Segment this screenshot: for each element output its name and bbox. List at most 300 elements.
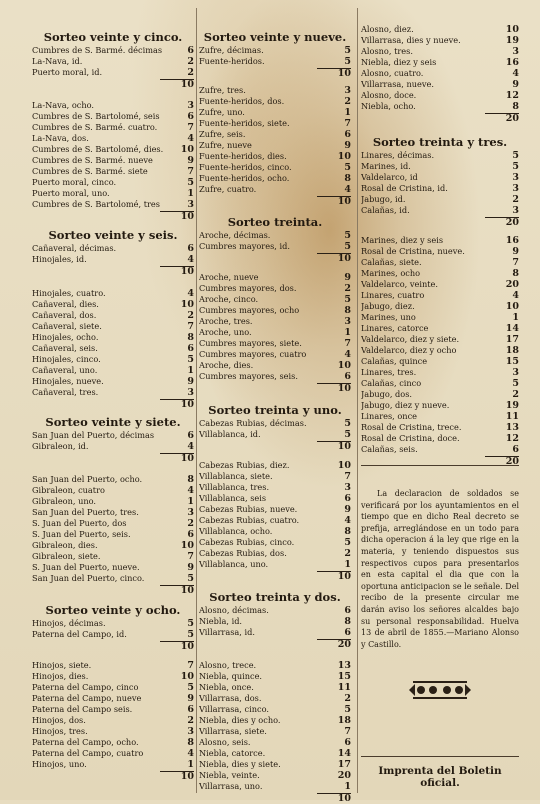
entry-name: Jabugo, id. (361, 194, 406, 204)
entry-row (199, 118, 351, 129)
entry-row (361, 345, 519, 356)
subtotal-row (199, 196, 351, 207)
entry-value: 7 (187, 122, 194, 133)
entry-value: 3 (512, 367, 519, 378)
entry-row (199, 184, 351, 195)
entry-value: 8 (344, 526, 351, 537)
entry-row (199, 715, 351, 726)
entry-name: Niebla, ocho. (361, 101, 416, 111)
entry-row (32, 122, 194, 133)
entry-row (199, 129, 351, 140)
entry-name: Hinojos, dos. (32, 715, 86, 725)
entry-value: 7 (512, 257, 519, 268)
subtotal-value: 20 (337, 639, 351, 650)
entry-value: 8 (344, 616, 351, 627)
subtotal-row (32, 641, 194, 652)
notice-paragraph: La declaracion de soldados se verificará por los ayuntamientos en el tiempo que en dicho Real decreto se prefija, arreglándose en un todo para dicha operacion á la ley que rige en la materia, y teniendo dispuestos sus respectivos cupos para presentarlos en esta capital el dia que con la oportuna anticipacion se le señale. Del recibo de la presente circular me darán aviso los señores alcaldes bajo su personal responsabilidad. Huelva 13 de abril de 1855.—Mariano Alonso y Castillo. (361, 489, 519, 649)
entry-name: Alosno, trece. (199, 660, 257, 670)
entry-value: 6 (344, 371, 351, 382)
entry-row (199, 327, 351, 338)
entry-value: 2 (187, 67, 194, 78)
entry-value: 7 (187, 321, 194, 332)
entry-row (199, 781, 351, 792)
entry-name: Calañas, id. (361, 205, 410, 215)
entry-value: 17 (337, 759, 351, 770)
sorteo-title: Sorteo veinte y nueve. (203, 30, 347, 44)
entry-value: 4 (187, 485, 194, 496)
entry-row (32, 573, 194, 584)
entry-value: 1 (344, 107, 351, 118)
entry-value: 5 (187, 682, 194, 693)
entry-name: Paterna del Campo, id. (32, 629, 127, 639)
entry-value: 6 (187, 704, 194, 715)
entry-value: 7 (187, 551, 194, 562)
entry-value: 5 (187, 573, 194, 584)
entry-value: 2 (187, 518, 194, 529)
entry-name: Cañaveral, seis. (32, 343, 98, 353)
entry-name: Cabezas Rubias, cinco. (199, 537, 295, 547)
entry-value: 14 (505, 323, 519, 334)
entry-row (32, 540, 194, 551)
sorteo-title: Sorteo treinta y uno. (208, 403, 342, 417)
entry-value: 2 (344, 548, 351, 559)
entry-name: Zufre, décimas. (199, 45, 264, 55)
entry-row (361, 24, 519, 35)
entry-row (199, 360, 351, 371)
subtotal-row (361, 217, 519, 228)
entry-value: 4 (512, 290, 519, 301)
entry-value: 3 (512, 172, 519, 183)
entry-name: Villarrasa, dos. (199, 693, 262, 703)
entry-row (199, 660, 351, 671)
entry-value: 6 (344, 493, 351, 504)
entry-value: 10 (180, 144, 194, 155)
entry-value: 5 (187, 354, 194, 365)
sorteo-title: Sorteo treinta y tres. (372, 135, 508, 149)
entry-name: Cañaveral, tres. (32, 387, 99, 397)
entry-name: Hinojos, décimas. (32, 618, 106, 628)
entry-row (32, 387, 194, 398)
entry-row (361, 301, 519, 312)
entry-value: 1 (344, 559, 351, 570)
entry-name: Calañas, quince (361, 356, 428, 366)
entry-name: Zufre, seis. (199, 129, 246, 139)
entry-value: 5 (344, 429, 351, 440)
entry-row (32, 529, 194, 540)
entry-name: Zufre, tres. (199, 85, 246, 95)
decorative-vignette-icon (361, 675, 519, 705)
entry-row (361, 194, 519, 205)
entry-name: Cañaveral, dies. (32, 299, 99, 309)
entry-value: 7 (187, 166, 194, 177)
entry-row (32, 133, 194, 144)
entry-value: 2 (187, 56, 194, 67)
subtotal-row (32, 453, 194, 464)
entry-name: Cumbres mayores, cuatro (199, 349, 307, 359)
entry-name: Niebla, id. (199, 616, 243, 626)
entry-row (32, 67, 194, 78)
entry-name: Paterna del Campo, cuatro (32, 748, 144, 758)
entry-value: 2 (187, 715, 194, 726)
entry-row (32, 748, 194, 759)
entry-name: Valdelarco, diez y ocho (361, 345, 457, 355)
entry-value: 3 (512, 183, 519, 194)
subtotal-value: 10 (337, 441, 351, 452)
entry-row (32, 507, 194, 518)
entry-row (361, 79, 519, 90)
entry-name: Cañaveral, dos. (32, 310, 97, 320)
entry-row (199, 548, 351, 559)
subtotal-value: 10 (337, 253, 351, 264)
entry-name: Fuente-heridos, cinco. (199, 162, 292, 172)
entry-name: Aroche, décimas. (199, 230, 271, 240)
entry-value: 5 (187, 618, 194, 629)
subtotal-value: 10 (180, 399, 194, 410)
entry-value: 8 (344, 173, 351, 184)
subtotal-value: 20 (505, 113, 519, 124)
entry-row (199, 559, 351, 570)
entry-row (361, 312, 519, 323)
entry-row (32, 365, 194, 376)
subtotal-row (199, 383, 351, 394)
subtotal-value: 20 (505, 217, 519, 228)
entry-name: Cabezas Rubias, diez. (199, 460, 290, 470)
entry-row (32, 111, 194, 122)
entry-row (199, 418, 351, 429)
entry-name: Calañas, cinco (361, 378, 422, 388)
entry-value: 5 (512, 378, 519, 389)
entry-name: Linares, tres. (361, 367, 417, 377)
entry-name: Zufre, nueve (199, 140, 252, 150)
entry-name: Cumbres mayores, siete. (199, 338, 302, 348)
entry-row (361, 35, 519, 46)
entry-name: Villablanca, uno. (199, 559, 269, 569)
entry-row (32, 354, 194, 365)
entry-value: 3 (187, 199, 194, 210)
entry-value: 3 (344, 85, 351, 96)
entry-name: Puerto moral, uno. (32, 188, 110, 198)
entry-row (32, 671, 194, 682)
subtotal-value: 10 (337, 571, 351, 582)
entry-name: Villarrasa, uno. (199, 781, 263, 791)
entry-value: 4 (187, 288, 194, 299)
entry-row (361, 68, 519, 79)
entry-name: Fuente-heridos, dies. (199, 151, 287, 161)
subtotal-row (199, 639, 351, 650)
column-divider (196, 8, 197, 793)
entry-row (32, 551, 194, 562)
entry-row (32, 155, 194, 166)
entry-name: Fuente-heridos, ocho. (199, 173, 290, 183)
subtotal-row (32, 399, 194, 410)
entry-name: Valdelarco, diez y siete. (361, 334, 460, 344)
entry-row (199, 759, 351, 770)
subtotal-row (32, 79, 194, 90)
entry-value: 3 (344, 482, 351, 493)
subtotal-row (361, 456, 519, 467)
entry-row (199, 338, 351, 349)
entry-row (199, 241, 351, 252)
entry-value: 18 (337, 715, 351, 726)
entry-row (361, 400, 519, 411)
entry-row (199, 726, 351, 737)
subtotal-value: 10 (180, 641, 194, 652)
entry-value: 5 (187, 629, 194, 640)
entry-value: 1 (187, 759, 194, 770)
entry-value: 4 (344, 349, 351, 360)
entry-name: Rosal de Cristina, nueve. (361, 246, 465, 256)
entry-row (361, 101, 519, 112)
entry-name: Gibraleon, cuatro (32, 485, 105, 495)
entry-value: 12 (505, 433, 519, 444)
entry-value: 10 (180, 540, 194, 551)
entry-name: La-Nava, id. (32, 56, 83, 66)
entry-value: 12 (505, 90, 519, 101)
entry-value: 6 (344, 627, 351, 638)
entry-row (361, 246, 519, 257)
entry-name: La-Nava, dos. (32, 133, 89, 143)
entry-name: Cumbres de S. Bartolomé, tres (32, 199, 160, 209)
subtotal-value: 10 (337, 793, 351, 804)
entry-value: 6 (187, 529, 194, 540)
entry-name: Aroche, tres. (199, 316, 253, 326)
entry-value: 9 (187, 155, 194, 166)
entry-name: Puerto moral, id. (32, 67, 103, 77)
entry-name: Marines, diez y seis (361, 235, 444, 245)
subtotal-row (32, 771, 194, 782)
entry-name: Villarrasa, cinco. (199, 704, 269, 714)
entry-name: Niebla, dies y siete. (199, 759, 281, 769)
entry-name: Calañas, seis. (361, 444, 418, 454)
entry-name: Hinojales, nueve. (32, 376, 104, 386)
entry-value: 16 (505, 57, 519, 68)
entry-name: Gibraleon, siete. (32, 551, 101, 561)
entry-name: Hinojales, id. (32, 254, 87, 264)
entry-row (32, 188, 194, 199)
entry-name: Cabezas Rubias, décimas. (199, 418, 307, 428)
entry-value: 19 (505, 400, 519, 411)
entry-value: 6 (187, 343, 194, 354)
entry-value: 9 (187, 562, 194, 573)
entry-name: S. Juan del Puerto, nueve. (32, 562, 140, 572)
entry-name: Alosno, doce. (361, 90, 417, 100)
entry-value: 4 (512, 68, 519, 79)
subtotal-row (199, 253, 351, 264)
entry-value: 5 (344, 45, 351, 56)
entry-value: 5 (344, 294, 351, 305)
entry-value: 10 (337, 151, 351, 162)
entry-value: 13 (337, 660, 351, 671)
entry-value: 1 (187, 188, 194, 199)
entry-name: Cañaveral, siete. (32, 321, 102, 331)
entry-name: Calañas, siete. (361, 257, 422, 267)
entry-value: 8 (344, 305, 351, 316)
entry-row (32, 243, 194, 254)
entry-value: 7 (344, 118, 351, 129)
entry-value: 15 (337, 671, 351, 682)
entry-value: 10 (505, 301, 519, 312)
subtotal-row (199, 793, 351, 804)
entry-value: 9 (344, 504, 351, 515)
entry-row (361, 268, 519, 279)
entry-name: Rosal de Cristina, doce. (361, 433, 460, 443)
entry-value: 19 (505, 35, 519, 46)
entry-row (32, 254, 194, 265)
entry-name: Villablanca, tres. (199, 482, 270, 492)
entry-row (199, 305, 351, 316)
entry-value: 6 (187, 430, 194, 441)
entry-row (361, 183, 519, 194)
entry-name: Paterna del Campo, ocho. (32, 737, 139, 747)
entry-row (32, 737, 194, 748)
entry-name: Hinojales, ocho. (32, 332, 99, 342)
entry-value: 1 (512, 312, 519, 323)
entry-name: Fuente-heridos, siete. (199, 118, 290, 128)
entry-value: 5 (344, 162, 351, 173)
entry-name: Marines, uno (361, 312, 416, 322)
entry-row (32, 726, 194, 737)
entry-row (32, 45, 194, 56)
entry-row (199, 526, 351, 537)
entry-value: 18 (505, 345, 519, 356)
entry-name: Puerto moral, cinco. (32, 177, 117, 187)
entry-row (199, 173, 351, 184)
entry-value: 7 (344, 726, 351, 737)
entry-name: Cabezas Rubias, dos. (199, 548, 287, 558)
entry-name: Aroche, nueve (199, 272, 259, 282)
entry-row (32, 496, 194, 507)
entry-row (199, 107, 351, 118)
entry-row (32, 100, 194, 111)
entry-row (361, 378, 519, 389)
entry-name: Villablanca, seis (199, 493, 267, 503)
entry-name: Niebla, diez y seis (361, 57, 437, 67)
entry-row (361, 356, 519, 367)
entry-row (199, 85, 351, 96)
entry-row (32, 629, 194, 640)
entry-name: Paterna del Campo seis. (32, 704, 133, 714)
separator-rule (361, 756, 519, 757)
entry-row (361, 444, 519, 455)
entry-value: 5 (344, 241, 351, 252)
entry-name: Villablanca, siete. (199, 471, 273, 481)
entry-value: 5 (344, 56, 351, 67)
entry-value: 5 (344, 704, 351, 715)
entry-name: Gibraleon, dies. (32, 540, 98, 550)
entry-name: Gibraleon, id. (32, 441, 89, 451)
entry-value: 6 (187, 243, 194, 254)
entry-value: 6 (344, 605, 351, 616)
entry-row (199, 349, 351, 360)
entry-value: 1 (344, 327, 351, 338)
entry-value: 4 (187, 254, 194, 265)
entry-name: Cumbres mayores, seis. (199, 371, 298, 381)
entry-name: Jabugo, diez y nueve. (361, 400, 450, 410)
entry-row (199, 316, 351, 327)
entry-value: 6 (187, 45, 194, 56)
entry-value: 20 (337, 770, 351, 781)
entry-value: 10 (337, 460, 351, 471)
entry-value: 11 (505, 411, 519, 422)
entry-name: Cabezas Rubias, nueve. (199, 504, 298, 514)
entry-value: 8 (512, 268, 519, 279)
entry-value: 15 (505, 356, 519, 367)
entry-row (361, 323, 519, 334)
entry-row (199, 471, 351, 482)
entry-value: 10 (180, 299, 194, 310)
entry-row (32, 310, 194, 321)
subtotal-value: 10 (180, 79, 194, 90)
sorteo-title: Sorteo veinte y cinco. (43, 30, 183, 44)
entry-name: Marines, ocho (361, 268, 421, 278)
entry-row (361, 279, 519, 290)
entry-row (32, 166, 194, 177)
entry-row (361, 367, 519, 378)
entry-row (32, 144, 194, 155)
entry-value: 6 (344, 129, 351, 140)
entry-row (32, 199, 194, 210)
entry-value: 4 (187, 133, 194, 144)
entry-value: 6 (512, 444, 519, 455)
subtotal-value: 10 (180, 771, 194, 782)
subtotal-row (199, 571, 351, 582)
entry-row (199, 515, 351, 526)
entry-row (361, 334, 519, 345)
entry-name: Aroche, uno. (199, 327, 252, 337)
entry-name: Alosno, tres. (361, 46, 413, 56)
entry-row (32, 660, 194, 671)
entry-row (199, 283, 351, 294)
entry-row (199, 460, 351, 471)
entry-value: 1 (187, 365, 194, 376)
entry-name: Cumbres mayores, ocho (199, 305, 300, 315)
entry-name: Hinojos, siete. (32, 660, 92, 670)
entry-name: Niebla, catorce. (199, 748, 266, 758)
subtotal-value: 10 (337, 383, 351, 394)
entry-name: Cumbres de S. Barmé. siete (32, 166, 148, 176)
entry-name: Valdelarco, id (361, 172, 418, 182)
entry-row (199, 96, 351, 107)
entry-row (32, 474, 194, 485)
entry-value: 1 (187, 496, 194, 507)
entry-name: Niebla, veinte. (199, 770, 260, 780)
entry-name: Cañaveral, uno. (32, 365, 98, 375)
entry-value: 2 (344, 693, 351, 704)
entry-name: Alosno, diez. (361, 24, 414, 34)
entry-value: 9 (512, 246, 519, 257)
entry-row (32, 618, 194, 629)
entry-row (199, 682, 351, 693)
entry-name: La-Nava, ocho. (32, 100, 95, 110)
entry-value: 9 (512, 79, 519, 90)
entry-name: Fuente-heridos, dos. (199, 96, 285, 106)
entry-row (361, 257, 519, 268)
entry-name: Zufre, cuatro. (199, 184, 257, 194)
entry-name: Niebla, once. (199, 682, 254, 692)
entry-value: 5 (512, 161, 519, 172)
entry-value: 9 (344, 140, 351, 151)
entry-value: 9 (187, 693, 194, 704)
entry-name: Alosno, décimas. (199, 605, 269, 615)
entry-name: Fuente-heridos. (199, 56, 265, 66)
entry-name: Villablanca, ocho. (199, 526, 273, 536)
entry-name: Paterna del Campo, cinco (32, 682, 139, 692)
entry-value: 9 (344, 272, 351, 283)
entry-value: 5 (344, 230, 351, 241)
entry-name: Aroche, dies. (199, 360, 254, 370)
entry-value: 16 (505, 235, 519, 246)
subtotal-value: 10 (180, 585, 194, 596)
